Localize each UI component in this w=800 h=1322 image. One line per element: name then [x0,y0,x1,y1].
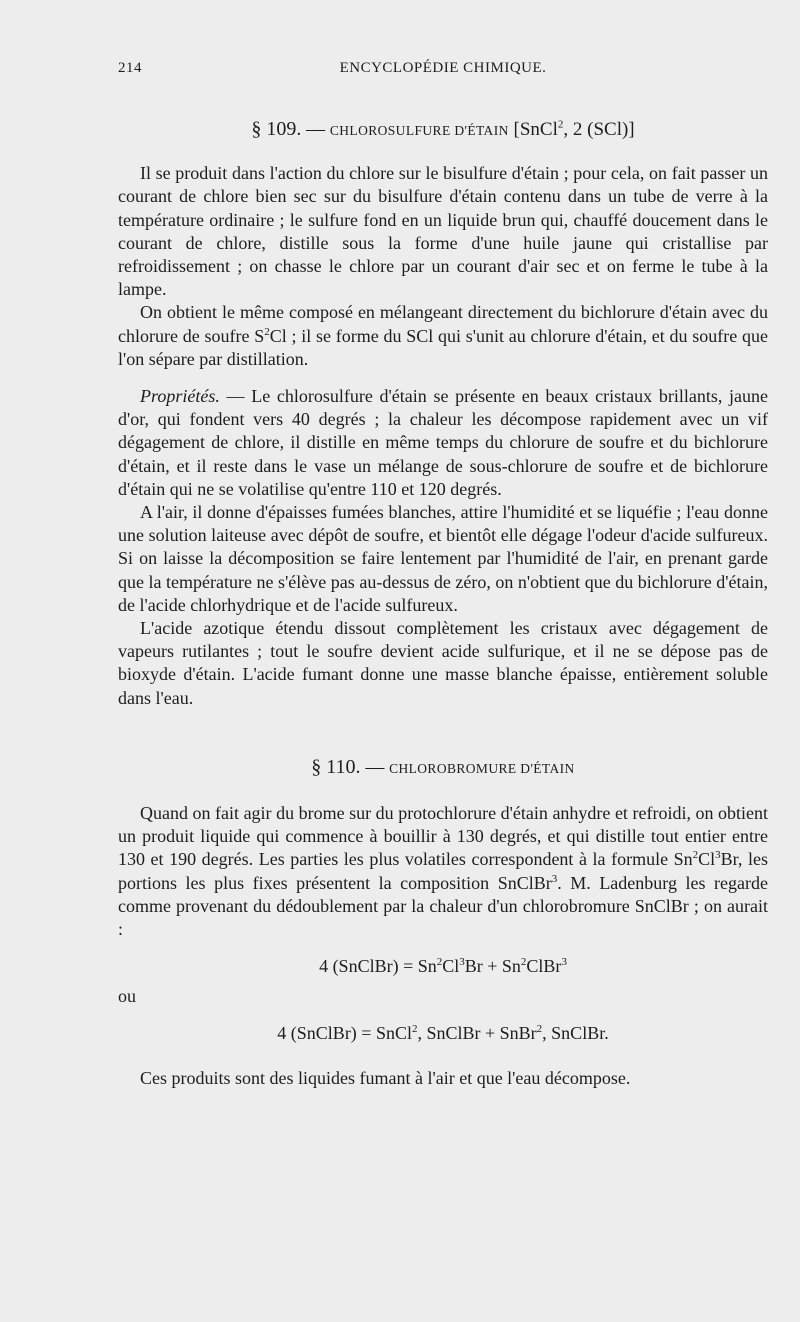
paragraph-properties: Propriétés. — Le chlorosulfure d'étain se présente en beaux cristaux brillants, jaune d'or, qui fondent vers 40 degrés ; la chaleur les décompose rapidement avec un vif dégagement de chlore, il distille en même temps du chlorure de soufre et du bichlorure d'étain, et il reste dans le vase un mélange de sous-chlorure de soufre et de bichlorure d'étain qui ne se volatilise qu'entre 110 et 120 degrés. [118,386,768,499]
paragraph: Quand on fait agir du brome sur du protochlorure d'étain anhydre et refroidi, on obtient un produit liquide qui commence à bouillir à 130 degrés, et qui distille tout entier entre 130 et 190 degrés. Les parties les plus volatiles correspondent à la formule Sn$^2$Cl$^3$Br, les portions les plus fixes présentent la composition SnClBr$^3$. M. Ladenburg les regarde comme provenant du dédoublement par la chaleur d'un chlorobromure SnClBr ; on aurait : [118,803,768,940]
heading-formula: [SnCl$^2$, 2 (SCl)] [508,118,635,140]
running-header [118,60,768,82]
paragraph: On obtient le même composé en mélangeant directement du bichlorure d'étain avec du chlorure de soufre $S^2Cl$ ; il se forme du SCl qui s'unit au chlorure d'étain, et du soufre que l'on sépare par distillation. [118,302,768,369]
paragraph: L'acide azotique étendu dissout complètement les cristaux avec dégagement de vapeurs rutilantes ; tout le soufre devient acide sulfurique, et il ne se dépose pas de bioxyde d'étain. L'acide fumant donne une masse blanche épaisse, entièrement soluble dans l'eau. [118,618,768,708]
section-109-heading [118,118,768,142]
heading-dash: — [360,756,390,778]
section-number: § 110. [311,755,361,778]
section-number: § 109. [251,118,302,140]
paragraph: Ces produits sont des liquides fumant à l'air et que l'eau décompose. [140,1067,631,1088]
heading-dash: — [301,119,330,140]
running-title: ENCYCLOPÉDIE CHIMIQUE. [339,60,547,76]
properties-label: Propriétés. [140,386,220,407]
section-110-heading [118,756,768,780]
page-number: 214 [118,60,142,76]
page-body [118,118,768,1090]
section-title: CHLOROBROMURE D'ÉTAIN [389,760,575,776]
conjunction-ou: ou [118,985,136,1006]
equation-1: 4 (SnClBr) = $Sn^2Cl^3Br$ + $Sn^2ClBr^3$ [319,956,567,977]
paragraph: Il se produit dans l'action du chlore sur le bisulfure d'étain ; pour cela, on fait passer un courant de chlore bien sec sur du bisulfure d'étain contenu dans un tube de verre à la température ordinaire ; le sulfure fond en un liquide brun qui, chauffé doucement dans le courant de chlore, distille sous la forme d'une huile jaune qui cristallise par refroidissement ; on chasse le chlore par un courant d'air sec et on ferme le tube à la lampe. [118,163,768,300]
equation-2: 4 (SnClBr) = SnCl$^2$, SnClBr + SnBr$^2$, SnClBr. [277,1022,609,1043]
paragraph: A l'air, il donne d'épaisses fumées blanches, attire l'humidité et se liquéfie ; l'eau donne une solution laiteuse avec dépôt de soufre, et bientôt elle dégage l'odeur d'acide sulfureux. Si on laisse la décomposition se faire lentement par l'humidité de l'air, en prenant garde que la température ne s'élève pas au-dessus de zéro, on n'obtient que du bichlorure d'étain, de l'acide chlorhydrique et de l'acide sulfureux. [118,502,768,615]
section-title: CHLOROSULFURE D'ÉTAIN [329,123,509,138]
